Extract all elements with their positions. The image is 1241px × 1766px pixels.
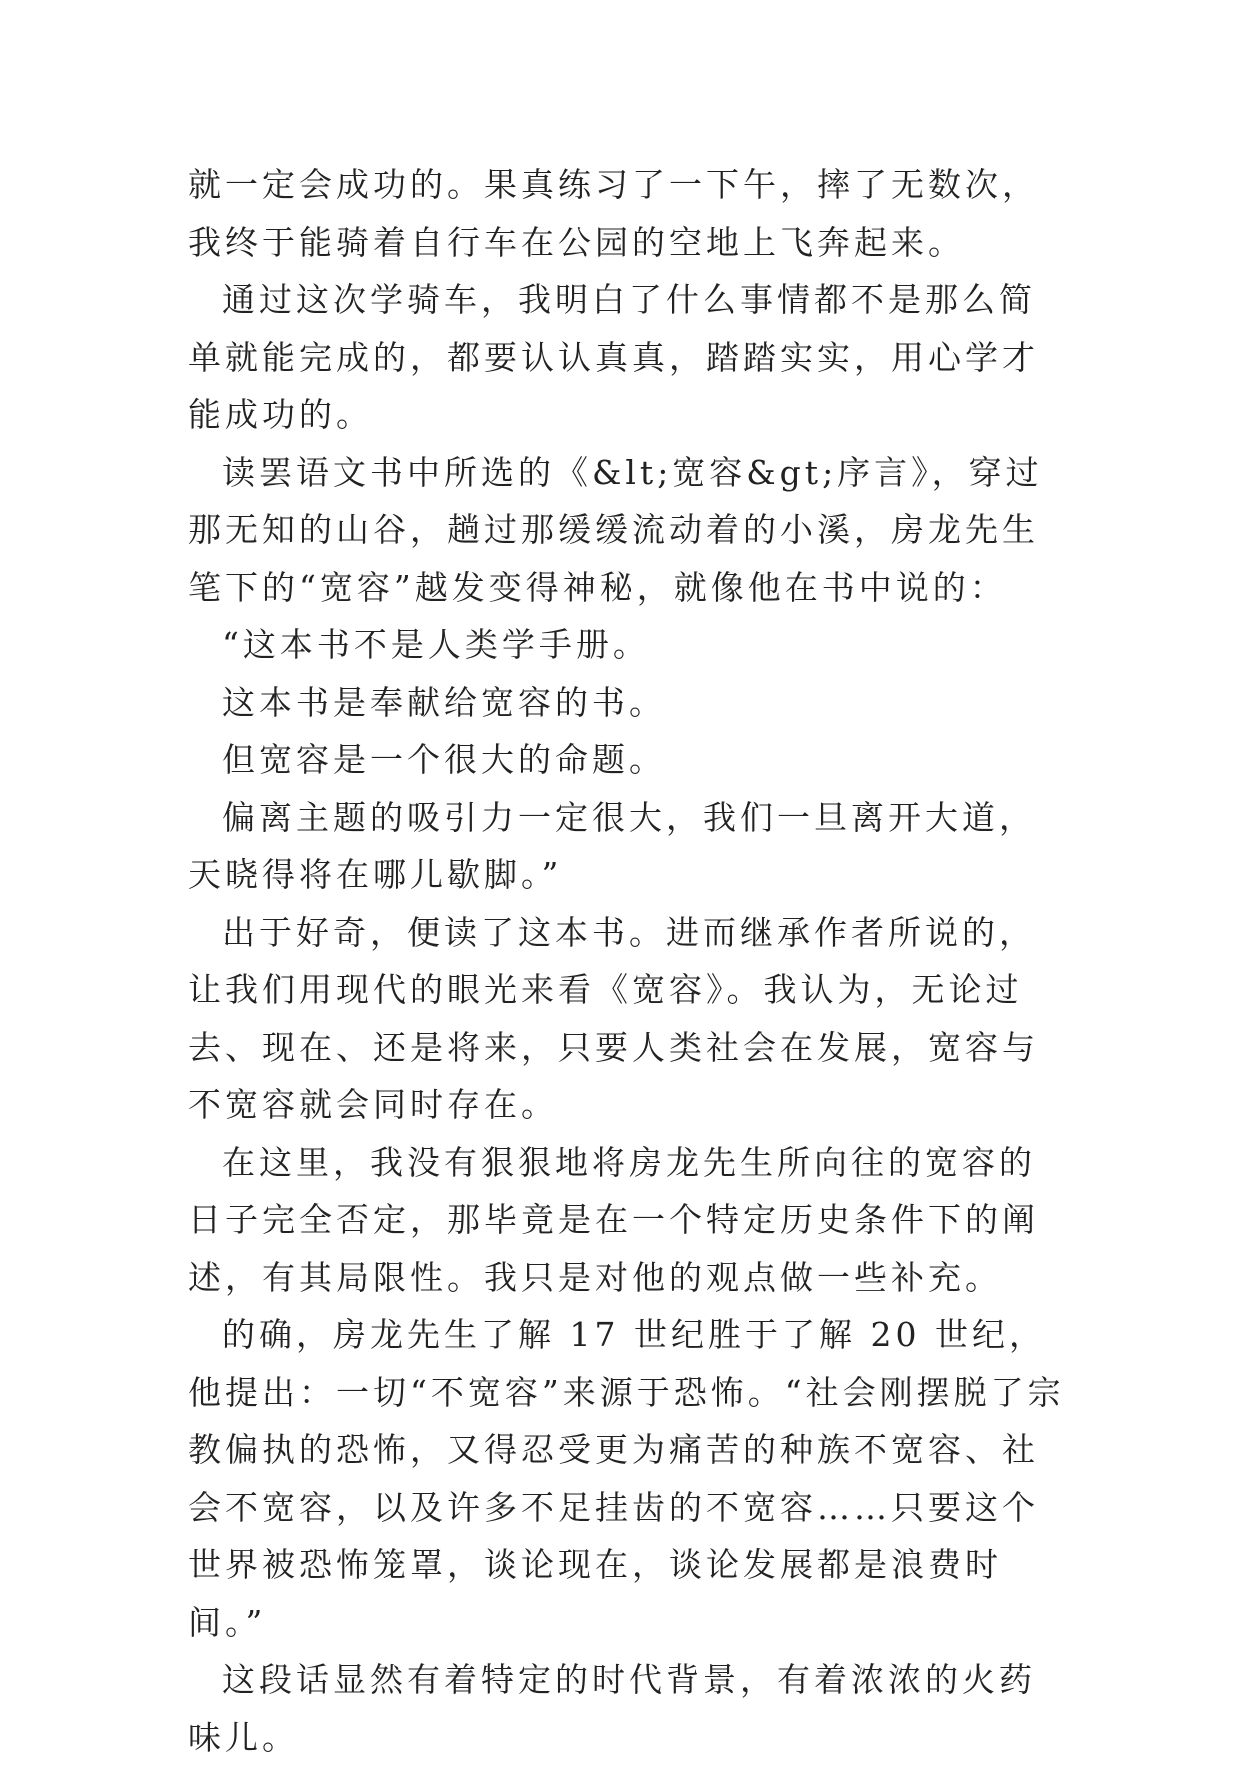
paragraph-2: 通过这次学骑车，我明白了什么事情都不是那么简单就能完成的，都要认认真真，踏踏实实，用心学才能成功的。 [188, 280, 1039, 434]
paragraph-11: 这段话显然有着特定的时代背景，有着浓浓的火药味儿。 [188, 1660, 1036, 1757]
document-body [188, 156, 1068, 1766]
paragraph-7: 偏离主题的吸引力一定很大，我们一旦离开大道，天晓得将在哪儿歇脚。” [188, 797, 1036, 894]
paragraph-1: 就一定会成功的。果真练习了一下午，摔了无数次，我终于能骑着自行车在公园的空地上飞奔起来。 [188, 165, 1039, 262]
paragraph-9: 在这里，我没有狠狠地将房龙先生所向往的宽容的日子完全否定，那毕竟是在一个特定历史条件下的阐述，有其局限性。我只是对他的观点做一些补充。 [188, 1142, 1039, 1297]
paragraph-6: 但宽容是一个很大的命题。 [222, 740, 666, 779]
paragraph-3: 读罢语文书中所选的《&lt;宽容&gt;序言》，穿过那无知的山谷，趟过那缓缓流动着的小溪，房龙先生笔下的“宽容”越发变得神秘，就像他在书中说的： [188, 452, 1043, 607]
paragraph-5: 这本书是奉献给宽容的书。 [222, 682, 666, 722]
paragraph-10: 的确，房龙先生了解 17 世纪胜于了解 20 世纪，他提出：一切“不宽容”来源于恐怖。“社会刚摆脱了宗教偏执的恐怖，又得忍受更为痛苦的种族不宽容、社会不宽容，以及许多不足挂齿的不宽容……只要这个世界被恐怖笼罩，谈论现在，谈论发展都是浪费时间。” [188, 1315, 1065, 1642]
paragraph-4: “这本书不是人类学手册。 [222, 625, 650, 664]
paragraph-8: 出于好奇，便读了这本书。进而继承作者所说的，让我们用现代的眼光来看《宽容》。我认为，无论过去、现在、还是将来，只要人类社会在发展，宽容与不宽容就会同时存在。 [188, 912, 1039, 1124]
